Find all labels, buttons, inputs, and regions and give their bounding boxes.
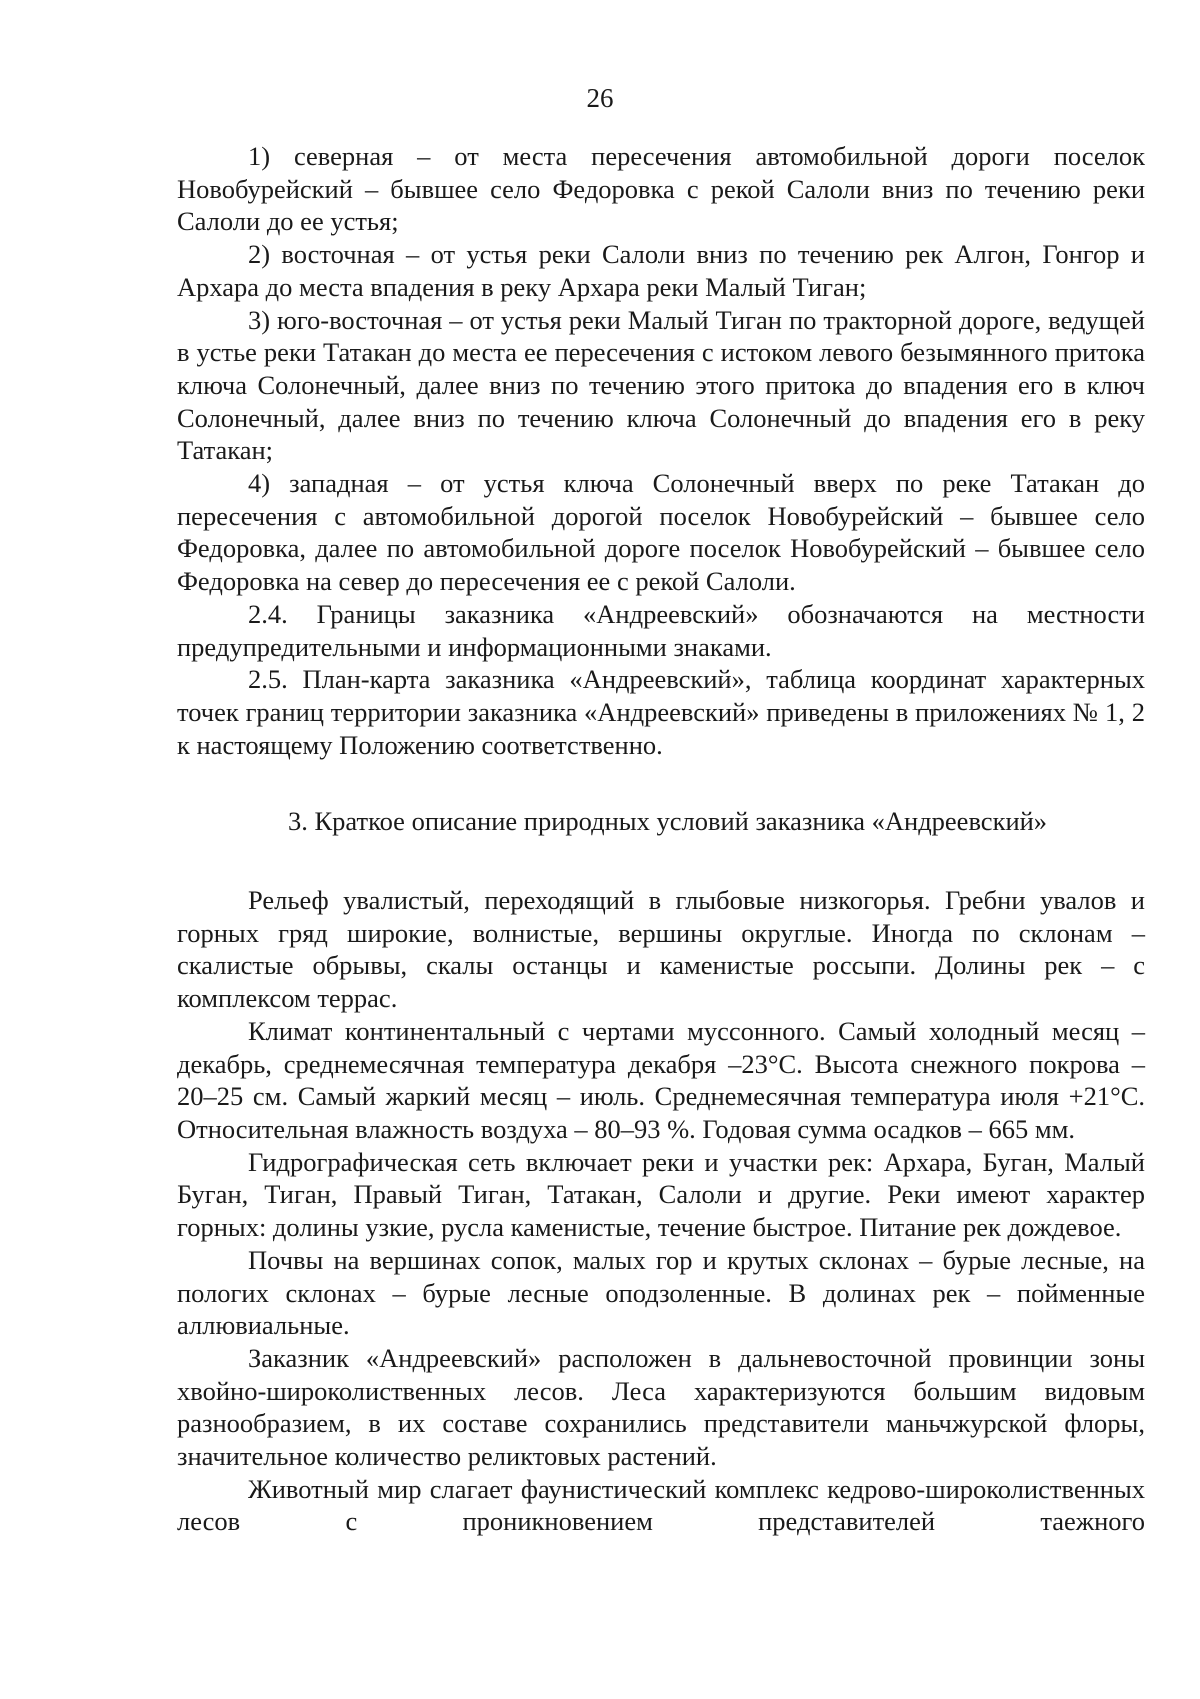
paragraph-boundary-east: 2) восточная – от устья реки Салоли вниз по течению рек Алгон, Гонгор и Архара до места впадения в реку Архара реки Малый Тиган;: [177, 239, 1145, 302]
page-number: 26: [586, 83, 614, 113]
document-body: [177, 140, 1145, 1538]
paragraph-fauna: Животный мир слагает фаунистический комплекс кедрово-широколиственных лесов с проникновением представителей таежного: [177, 1473, 1145, 1537]
paragraph-relief: Рельеф увалистый, переходящий в глыбовые низкогорья. Гребни увалов и горных гряд широкие, волнистые, вершины округлые. Иногда по склонам – скалистые обрывы, скалы останцы и каменистые россыпи. Долины рек – с комплексом террас.: [177, 885, 1145, 1014]
paragraph-soils: Почвы на вершинах сопок, малых гор и крутых склонах – бурые лесные, на пологих склонах – бурые лесные оподзоленные. В долинах рек – пойменные аллювиальные.: [177, 1244, 1145, 1341]
paragraph-boundary-west: 4) западная – от устья ключа Солонечный вверх по реке Татакан до пересечения с автомобильной дорогой поселок Новобурейский – бывшее село Федоровка, далее по автомобильной дороге поселок Новобурейский – бывшее село Федоровка на север до пересечения ее с рекой Салоли.: [177, 468, 1145, 597]
paragraph-2-5: 2.5. План-карта заказника «Андреевский», таблица координат характерных точек границ территории заказника «Андреевский» приведены в приложениях № 1, 2 к настоящему Положению соответственно.: [177, 664, 1145, 760]
paragraph-boundary-north: 1) северная – от места пересечения автомобильной дороги поселок Новобурейский – бывшее село Федоровка с рекой Салоли вниз по течению реки Салоли до ее устья;: [177, 141, 1145, 237]
section-heading: 3. Краткое описание природных условий заказника «Андреевский»: [288, 806, 1048, 837]
paragraph-climate: Климат континентальный с чертами муссонного. Самый холодный месяц – декабрь, среднемесячная температура декабря –23°С. Высота снежного покрова – 20–25 см. Самый жаркий месяц – июль. Среднемесячная температура июля +21°С. Относительная влажность воздуха – 80–93 %. Годовая сумма осадков – 665 мм.: [177, 1015, 1145, 1144]
paragraph-hydrography: Гидрографическая сеть включает реки и участки рек: Архара, Буган, Малый Буган, Тиган, Правый Тиган, Татакан, Салоли и другие. Реки имеют характер горных: долины узкие, русла каменистые, течение быстрое. Питание рек дождевое.: [177, 1146, 1145, 1243]
paragraph-vegetation: Заказник «Андреевский» расположен в дальневосточной провинции зоны хвойно-широколиственных лесов. Леса характеризуются большим видовым разнообразием, в их составе сохранились представители маньчжурской флоры, значительное количество реликтовых растений.: [177, 1342, 1145, 1472]
paragraph-2-4: 2.4. Границы заказника «Андреевский» обозначаются на местности предупредительными и информационными знаками.: [177, 598, 1145, 662]
paragraph-boundary-southeast: 3) юго-восточная – от устья реки Малый Тиган по тракторной дороге, ведущей в устье реки Татакан до места ее пересечения с истоком левого безымянного притока ключа Солонечный, далее вниз по течению этого притока до впадения его в ключ Солонечный, далее вниз по течению ключа Солонечный до впадения его в реку Татакан;: [177, 304, 1145, 466]
